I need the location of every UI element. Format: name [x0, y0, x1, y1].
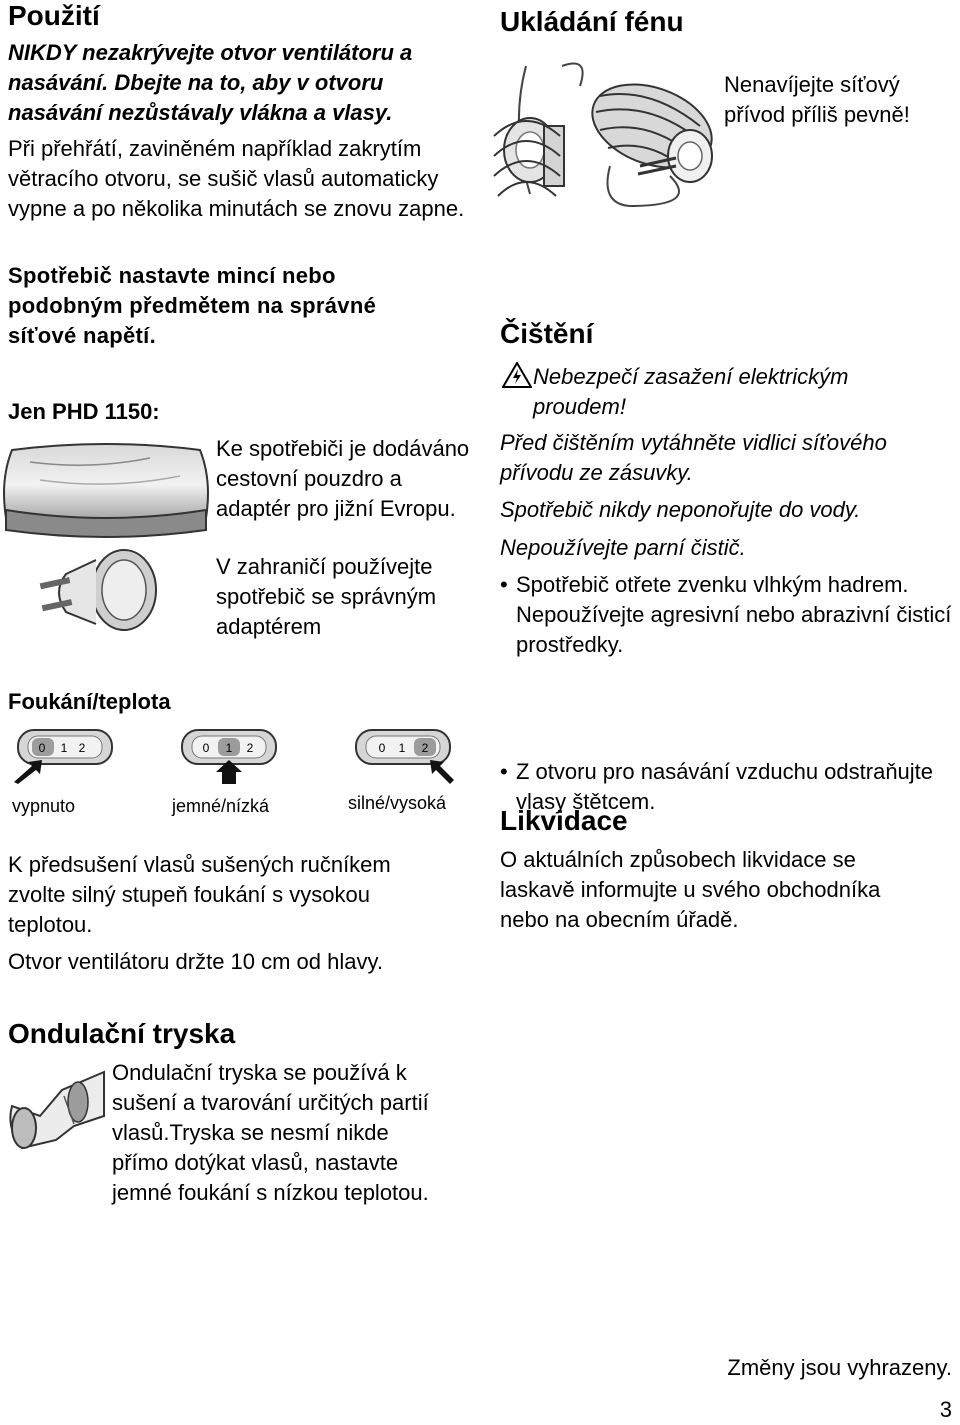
ukladani-title: Ukládání fénu	[500, 6, 684, 37]
switch-off-image	[12, 726, 116, 786]
switch-low-num-1: 1	[225, 741, 233, 755]
footer-note: Změny jsou vyhrazeny.	[727, 1355, 952, 1380]
cisteni-danger: Nebezpečí zasažení elektrickým proudem!	[533, 364, 849, 419]
pouziti-warning: NIKDY nezakrývejte otvor ventilátoru a nasávání. Dbejte na to, aby v otvoru nasávání nezůstávaly vlákna a vlasy.	[8, 40, 413, 125]
likvidace-title: Likvidace	[500, 805, 628, 836]
switch-low-num-0: 0	[202, 741, 210, 755]
switch-low-num-2: 2	[246, 741, 254, 755]
ukladani-text: Nenavíjejte síťový přívod příliš pevně!	[724, 72, 910, 127]
dryer-storage-image	[490, 46, 720, 216]
foukani-text-2: Otvor ventilátoru držte 10 cm od hlavy.	[8, 949, 383, 974]
switch-label-low: jemné/nízká	[172, 796, 270, 816]
cisteni-italic-3: Nepoužívejte parní čistič.	[500, 535, 746, 560]
pouziti-title: Použití	[8, 0, 100, 31]
foukani-text-1: K předsušení vlasů sušených ručníkem zvolte silný stupeň foukání s vysokou teplotou.	[8, 852, 391, 937]
cisteni-title: Čištění	[500, 318, 594, 349]
page-number: 3	[939, 1397, 952, 1422]
phd-text-2: V zahraničí používejte spotřebič se správným adaptérem	[216, 554, 437, 639]
ondulacni-text: Ondulační tryska se používá k sušení a tvarování určitých partií vlasů.Tryska se nesmí nikde přímo dotýkat vlasů, nastavte jemné foukání s nízkou teplotou.	[112, 1060, 429, 1205]
nozzle-image	[4, 1066, 108, 1156]
switch-off-num-1: 1	[60, 741, 68, 755]
phd-heading: Jen PHD 1150:	[8, 399, 160, 424]
switch-label-off: vypnuto	[12, 796, 76, 816]
pouziti-overheat: Při přehřátí, zaviněném například zakrytím větracího otvoru, se sušič vlasů automaticky vypne a po několika minutách se znovu zapne.	[8, 136, 465, 221]
switch-high-num-0: 0	[378, 741, 386, 755]
switch-off-num-2: 2	[78, 741, 86, 755]
cisteni-italic-2: Spotřebič nikdy neponořujte do vody.	[500, 497, 861, 522]
cisteni-bullet-1: • Spotřebič otřete zvenku vlhkým hadrem. Nepoužívejte agresivní nebo abrazivní čisticí prostředky.	[500, 570, 960, 660]
ondulacni-title: Ondulační tryska	[8, 1018, 236, 1049]
switch-low-image	[176, 726, 280, 786]
switch-high-num-2: 2	[421, 741, 429, 755]
switch-label-high: silné/vysoká	[348, 793, 447, 813]
cisteni-italic-1: Před čištěním vytáhněte vidlici síťového přívodu ze zásuvky.	[500, 430, 887, 485]
foukani-heading: Foukání/teplota	[8, 689, 171, 714]
pouziti-voltage: Spotřebič nastavte mincí nebo podobným předmětem na správné síťové napětí.	[8, 263, 377, 348]
switch-off-num-0: 0	[38, 741, 46, 755]
warning-triangle-icon	[502, 362, 532, 388]
phd-text-1: Ke spotřebiči je dodáváno cestovní pouzdro a adaptér pro jižní Evropu.	[216, 436, 470, 521]
travel-pouch-image	[0, 440, 212, 542]
adapter-image	[36, 540, 166, 650]
likvidace-text: O aktuálních způsobech likvidace se laskavě informujte u svého obchodníka nebo na obecním úřadě.	[500, 847, 881, 932]
switch-high-image	[350, 726, 454, 786]
switch-high-num-1: 1	[398, 741, 406, 755]
cisteni-bullet-2: • Z otvoru pro nasávání vzduchu odstraňujte vlasy štětcem.	[500, 757, 960, 817]
